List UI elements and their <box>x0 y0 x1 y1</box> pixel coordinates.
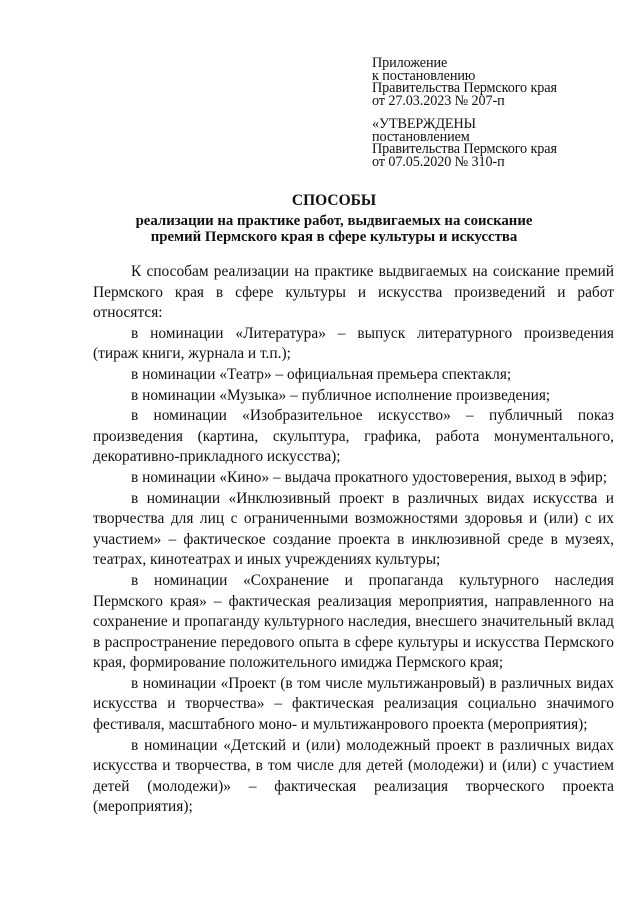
approval-line: «УТВЕРЖДЕНЫ <box>372 116 476 132</box>
nomination-fine-art: в номинации «Изобразительное искусство» – публичный показ произведения (картина, скульптура, графика, работа монументального, декоративно-прикладного искусства); <box>93 407 614 466</box>
appendix-line: к постановлению <box>372 67 476 84</box>
appendix-line: Приложение <box>372 55 448 71</box>
approval-line: постановлением <box>372 128 470 145</box>
document-body <box>93 262 614 818</box>
nomination-multigenre-project: в номинации «Проект (в том числе мультижанровый) в различных видах искусства и творчества» – фактическая реализация социально значимого фестиваля, масштабного моно- и мультижанрового проекта (мероприятия); <box>93 674 614 734</box>
nomination-heritage: в номинации «Сохранение и пропаганда культурного наследия Пермского края» – фактическая реализация мероприятия, направленного на сохранение и пропаганду культурного наследия, внесшего значительный вклад в распространение передового опыта в сфере культуры и искусства Пермского края, формирование положительного имиджа Пермского края; <box>93 571 614 672</box>
subtitle-line: премий Пермского края в сфере культуры и искусства <box>150 228 518 245</box>
document-title: СПОСОБЫ <box>291 192 377 209</box>
appendix-line: от 27.03.2023 № 207-п <box>372 92 505 109</box>
nomination-inclusive-project: в номинации «Инклюзивный проект в различных видах искусства и творчества для лиц с ограниченными возможностями здоровья и (или) с их участием» – фактическое создание проекта в инклюзивной среде в музеях, театрах, кинотеатрах и иных учреждениях культуры; <box>93 489 614 569</box>
appendix-line: Правительства Пермского края <box>372 80 557 97</box>
subtitle-line: реализации на практике работ, выдвигаемых на соискание <box>135 213 533 229</box>
intro-paragraph: К способам реализации на практике выдвигаемых на соискание премий Пермского края в сфере культуры и искусства произведений и работ относятся: <box>93 263 614 322</box>
document-subtitle <box>0 214 640 245</box>
approval-line: Правительства Пермского края <box>372 141 557 158</box>
appendix-reference <box>372 57 622 107</box>
nomination-theatre: в номинации «Театр» – официальная премьера спектакля; <box>131 365 512 383</box>
approval-line: от 07.05.2020 № 310-п <box>372 153 505 170</box>
nomination-music: в номинации «Музыка» – публичное исполнение произведения; <box>131 386 551 404</box>
approval-reference <box>372 118 622 168</box>
nomination-cinema: в номинации «Кино» – выдача прокатного удостоверения, выход в эфир; <box>131 468 607 486</box>
nomination-youth-project: в номинации «Детский и (или) молодежный проект в различных видах искусства и творчества, в том числе для детей (молодежи) и (или) с участием детей (молодежи)» – фактическая реализация творческого проекта (мероприятия); <box>93 736 614 816</box>
nomination-literature: в номинации «Литература» – выпуск литературного произведения (тираж книги, журнала и т.п.); <box>93 324 614 363</box>
